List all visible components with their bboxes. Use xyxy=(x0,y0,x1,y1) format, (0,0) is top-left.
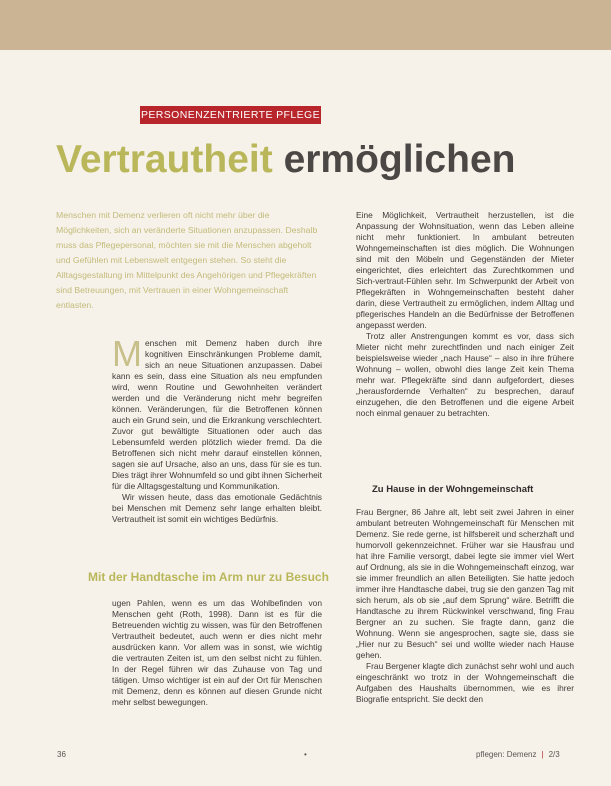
page-number-right: 2/3 xyxy=(548,750,560,759)
paragraph xyxy=(112,333,322,492)
paragraph: Trotz aller Anstrengungen kommt es vor, dass sich Mieter nicht mehr zurechtfinden und nach einiger Zeit beispielsweise wieder „nach Hause“ – also in ihre frühere Wohnung – wollen, obwohl dies lange Zeit kein Thema mehr war. Pflegekräfte sind dann aufgefordert, dieses „herausfordernde Verhalten“ zu besprechen, darauf einzugehen, die den Betroffenen und die eigene Arbeit noch einmal genauer zu betrachten. xyxy=(356,331,574,418)
sub-heading: Zu Hause in der Wohngemeinschaft xyxy=(372,484,534,495)
title-accent: Vertrautheit xyxy=(56,138,273,181)
center-dot: • xyxy=(304,750,307,759)
journal-footer xyxy=(476,750,560,759)
column-right-bottom xyxy=(356,507,574,705)
paragraph: Frau Bergener klagte dich zunächst sehr wohl und auch eingeschränkt wo trotz in der Wohngemeinschaft die Aufgaben des Haushalts übernommen, wie es ihrer Biografie entspricht. Sie deckt den xyxy=(356,661,574,704)
section-rubric: PERSONENZENTRIERTE PFLEGE xyxy=(140,106,321,124)
header-band xyxy=(0,0,611,50)
column-left-bottom xyxy=(112,598,322,708)
paragraph: Eine Möglichkeit, Vertrautheit herzustellen, ist die Anpassung der Wohnsituation, wenn das Leben alleine nicht mehr funktioniert. In ambulant betreuten Wohngemeinschaften ist dies möglich. Die Wohnungen sind mit den Möbeln und Gegenständen der Mieter eingerichtet, dies erleichtert das Zurechtkommen und Sich-vertraut-Fühlen sehr. Im Schwerpunkt der Arbeit von Pflegekräften in Wohngemeinschaften besteht daher darin, diese Vertrautheit zu ermöglichen, indem Alltag und pflegerisches Handeln an die Bedürfnisse der Betroffenen angepasst werden. xyxy=(356,210,574,330)
page-number-left: 36 xyxy=(57,750,66,759)
paragraph: Wir wissen heute, dass das emotionale Gedächtnis bei Menschen mit Demenz sehr lange erhalten bleibt. Vertrautheit ist somit ein wichtiges Bedürfnis. xyxy=(112,492,322,524)
paragraph: Frau Bergner, 86 Jahre alt, lebt seit zwei Jahren in einer ambulant betreuten Wohngemeinschaft für Menschen mit Demenz. Sie rede gerne, ist hilfsbereit und scherzhaft und humorvoll gekennzeichnet. Früher war sie Hausfrau und hat ihre Familie versorgt, dabei legte sie immer viel Wert auf Ordnung, als sie in die Wohngemeinschaft einzog, war sie immer freundlich an allen Beteiligten. Sie hatte jedoch immer ihre Handtasche dabei, trug sie den ganzen Tag mit sich herum, als ob sie „auf dem Sprung“ wäre. Betrifft die Handtasche zu ihrem Rückwinkel verschwand, fing Frau Bergner an zu suchen. Sie fragte dann, ganz die Wohnung. Wenn sie angesprochen, sagte sie, dass sie „Hier nur zu Besuch“ sei und wollte wieder nach Hause gehen. xyxy=(356,507,574,660)
footer-separator: | xyxy=(541,750,544,759)
title-rest: ermöglichen xyxy=(272,138,516,181)
column-left-top xyxy=(112,333,322,525)
side-heading: Mit der Handtasche im Arm nur zu Besuch xyxy=(88,570,329,584)
journal-name: pflegen: Demenz xyxy=(476,750,537,759)
article-title xyxy=(56,134,596,186)
column-right-top xyxy=(356,210,574,419)
article-lede: Menschen mit Demenz verlieren oft nicht mehr über die Möglichkeiten, sich an veränderte Situationen anzupassen. Deshalb muss das Pflegepersonal, möchten sie mit die Menschen abgeholt und Gefühlen mit Lebenswelt entgegen stehen. So steht die Alltagsgestaltung im Mittelpunkt des Angehörigen und Pflegekräften sind Betreuungen, mit Vertrauen in einer Wohngemeinschaft entlasten. xyxy=(56,210,318,310)
paragraph-text: enschen mit Demenz haben durch ihre kognitiven Einschränkungen Probleme damit, sich an neue Situationen anzupassen. Dabei kann es sein, dass eine Situation als neu empfunden wird, wenn Routine und Gewohnheiten verändert werden und die Veränderung nicht mehr begreifen können. Veränderungen, für die Betroffenen können auch ein Grund sein, und die Erkrankung verschlechtert. Zuvor gut bewältigte Situationen oder auch das Lebensumfeld werden plötzlich wieder fremd. Da die Betroffenen sich nicht mehr darauf einstellen können, sagen sie auf Ursache, also an uns, dass für sie es tun. Dies trägt ihrer Wohnumfeld so und gibt ihnen Sicherheit für die Alltagsgestaltung und Kommunikation. xyxy=(112,338,322,491)
paragraph: ugen Pahlen, wenn es um das Wohlbefinden von Menschen geht (Roth, 1998). Dann ist es für die Betreuenden wichtig zu wissen, was für den Betroffenen Vertrautheit bedeutet, auch wenn er dies nicht mehr ausdrücken kann. Vor allem was in sonst, wie wichtig die vertrauten Zeiten ist, um den selbst nicht zu fühlen. In der Regel führen wir das Zuhause von Tag und tätigen. Umso wichtiger ist ein auf der Ort für Menschen mit Demenz, denn es können auf diesen Grunde nicht mehr selbst bewegungen. xyxy=(112,598,322,707)
drop-cap: M xyxy=(112,333,142,374)
